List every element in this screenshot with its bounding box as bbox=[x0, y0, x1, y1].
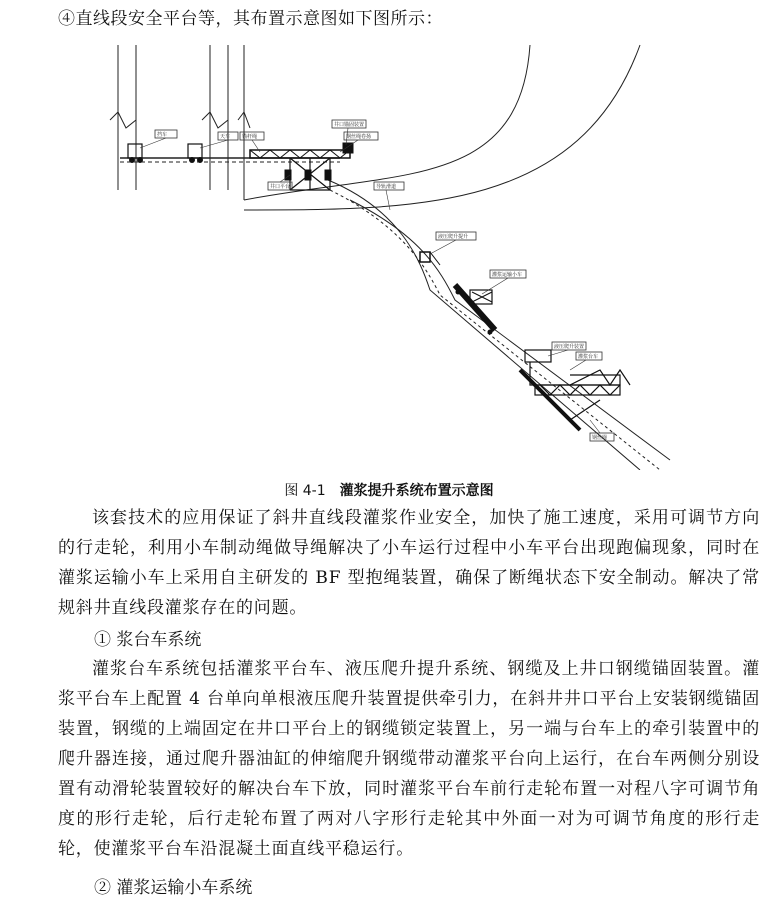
layout-diagram-svg bbox=[100, 40, 680, 470]
fig-label-0: 挡车 bbox=[157, 132, 168, 138]
fig-label-9: 液压爬升装置 bbox=[554, 344, 585, 350]
figure-title: 灌浆提升系统布置示意图 bbox=[339, 483, 494, 499]
paragraph-1: 该套技术的应用保证了斜井直线段灌浆作业安全，加快了施工速度，采用可调节方向的行走轮，利用小车制动绳做导绳解决了小车运行过程中小车平台出现跑偏现象，同时在灌浆运输小车上采用自主研发的 BF 型抱绳装置，确保了断绳状态下安全制动。解决了常规斜井直线段灌浆存在的问题。 bbox=[58, 508, 760, 618]
fig-label-3: 井口锚固装置 bbox=[334, 122, 365, 128]
fig-label-8: 灌浆运输小车 bbox=[492, 272, 523, 278]
grouting-trolley-top bbox=[525, 350, 551, 362]
figure-caption bbox=[0, 480, 778, 500]
fig-label-2: 锚杆绳 bbox=[242, 134, 258, 140]
subheading-1: ① 浆台车系统 bbox=[94, 630, 202, 650]
fig-label-4: 钢丝绳卷扬 bbox=[346, 134, 372, 140]
fig-label-5: 井口平台 bbox=[270, 184, 291, 190]
section-heading: ④直线段安全平台等，其布置示意图如下图所示： bbox=[58, 9, 443, 29]
paragraph-2: 灌浆台车系统包括灌浆平台车、液压爬升提升系统、钢缆及上井口钢缆锚固装置。灌浆平台车上配置 4 台单向单根液压爬升装置提供牵引力，在斜井井口平台上安装钢缆锚固装置，钢缆的上端固定在井口平台上的钢缆锁定装置上，另一端与台车上的牵引装置中的爬升器连接，通过爬升器油缸的伸缩爬升钢缆带动灌浆平台向上运行，在台车两侧分别设置有动滑轮装置较好的解决台车下放，同时灌浆平台车前行走轮布置一对程八字可调节角度的形行走轮，后行走轮布置了两对八字形行走轮其中外面一对为可调节角度的形行走轮，使灌浆平台车沿混凝土面直线平稳运行。 bbox=[58, 659, 760, 859]
tunnel-inner-slope bbox=[328, 180, 640, 470]
figure-number: 图 4-1 bbox=[284, 483, 326, 499]
fig-label-1: 天车 bbox=[220, 134, 231, 140]
fig-label-7: 液压爬升提升 bbox=[438, 234, 469, 240]
fig-label-11: 钢丝绳 bbox=[592, 435, 608, 441]
fig-label-6: 导轨滑道 bbox=[376, 184, 397, 190]
tunnel-outer-slope bbox=[350, 200, 670, 460]
cart-stopper-1 bbox=[128, 144, 142, 158]
tunnel-curve-outer bbox=[244, 45, 640, 210]
fig-label-10: 灌浆台车 bbox=[578, 354, 599, 360]
cart-stopper-2 bbox=[188, 144, 202, 158]
figure-diagram bbox=[100, 40, 680, 470]
subheading-2: ② 灌浆运输小车系统 bbox=[94, 878, 253, 898]
